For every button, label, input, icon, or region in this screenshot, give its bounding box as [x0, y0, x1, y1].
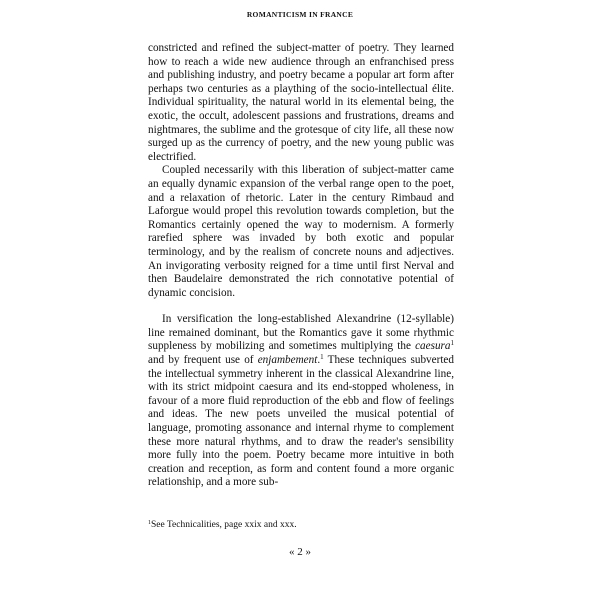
paragraph-3-part-3: .	[317, 354, 321, 367]
paragraph-3-part-2: and by frequent use of	[148, 354, 258, 367]
footnote-ref-2: 1	[320, 353, 324, 362]
footnote	[148, 519, 454, 531]
paragraph-3-part-4: These techniques subverted the intellectual symmetry inherent in the classical Alexandrine line, with its strict midpoint caesura and its end-stopped wholeness, in favour of a more fluid reproduction of the ebb and flow of feelings and ideas. The new poets unveiled the musical potential of language, promoting assonance and internal rhyme to complement these more natural rhythms, and to draw the reader's sensibility more fully into the poem. Poetry became more intuitive in both creation and reception, as form and content found a more organic relationship, and a more sub-	[148, 354, 454, 489]
running-head: ROMANTICISM IN FRANCE	[246, 10, 354, 19]
paragraph-1: constricted and refined the subject-matter of poetry. They learned how to reach a wide new audience through an enfranchised press and publishing industry, and poetry became a popular art form after perhaps two centuries as a plaything of the socio-intellectual élite. Individual spirituality, the natural world in its elemental being, the exotic, the occult, adolescent passions and frustrations, dreams and nightmares, the sublime and the grotesque of city life, all these now surged up as the currency of poetry, and the new young public was electrified.	[148, 42, 454, 163]
footnote-marker: 1	[148, 520, 151, 526]
paragraph-3	[148, 313, 454, 490]
paragraph-3-part-1: In versification the long-established Alexandrine (12-syllable) line remained dominant, but the Romantics gave it some rhythmic suppleness by mobilizing and sometimes multiplying the	[148, 313, 454, 353]
page-number: « 2 »	[289, 546, 311, 558]
body-text	[148, 42, 454, 490]
footnote-text: See Technicalities, page xxix and xxx.	[151, 520, 297, 530]
paragraph-2: Coupled necessarily with this liberation of subject-matter came an equally dynamic expansion of the verbal range open to the poet, and a relaxation of rhetoric. Later in the century Rimbaud and Laforgue would propel this revolution towards completion, but the Romantics certainly opened the way to modernism. A formerly rarefied sphere was invaded by both exotic and popular terminology, and by the realism of concrete nouns and adjectives. An invigorating verbosity reigned for a time until first Nerval and then Baudelaire demonstrated the rich connotative potential of dynamic concision.	[148, 164, 454, 299]
caesura-term: caesura	[415, 340, 451, 353]
footnote-ref-1: 1	[450, 339, 454, 348]
enjambement-term: enjambement	[257, 354, 318, 367]
